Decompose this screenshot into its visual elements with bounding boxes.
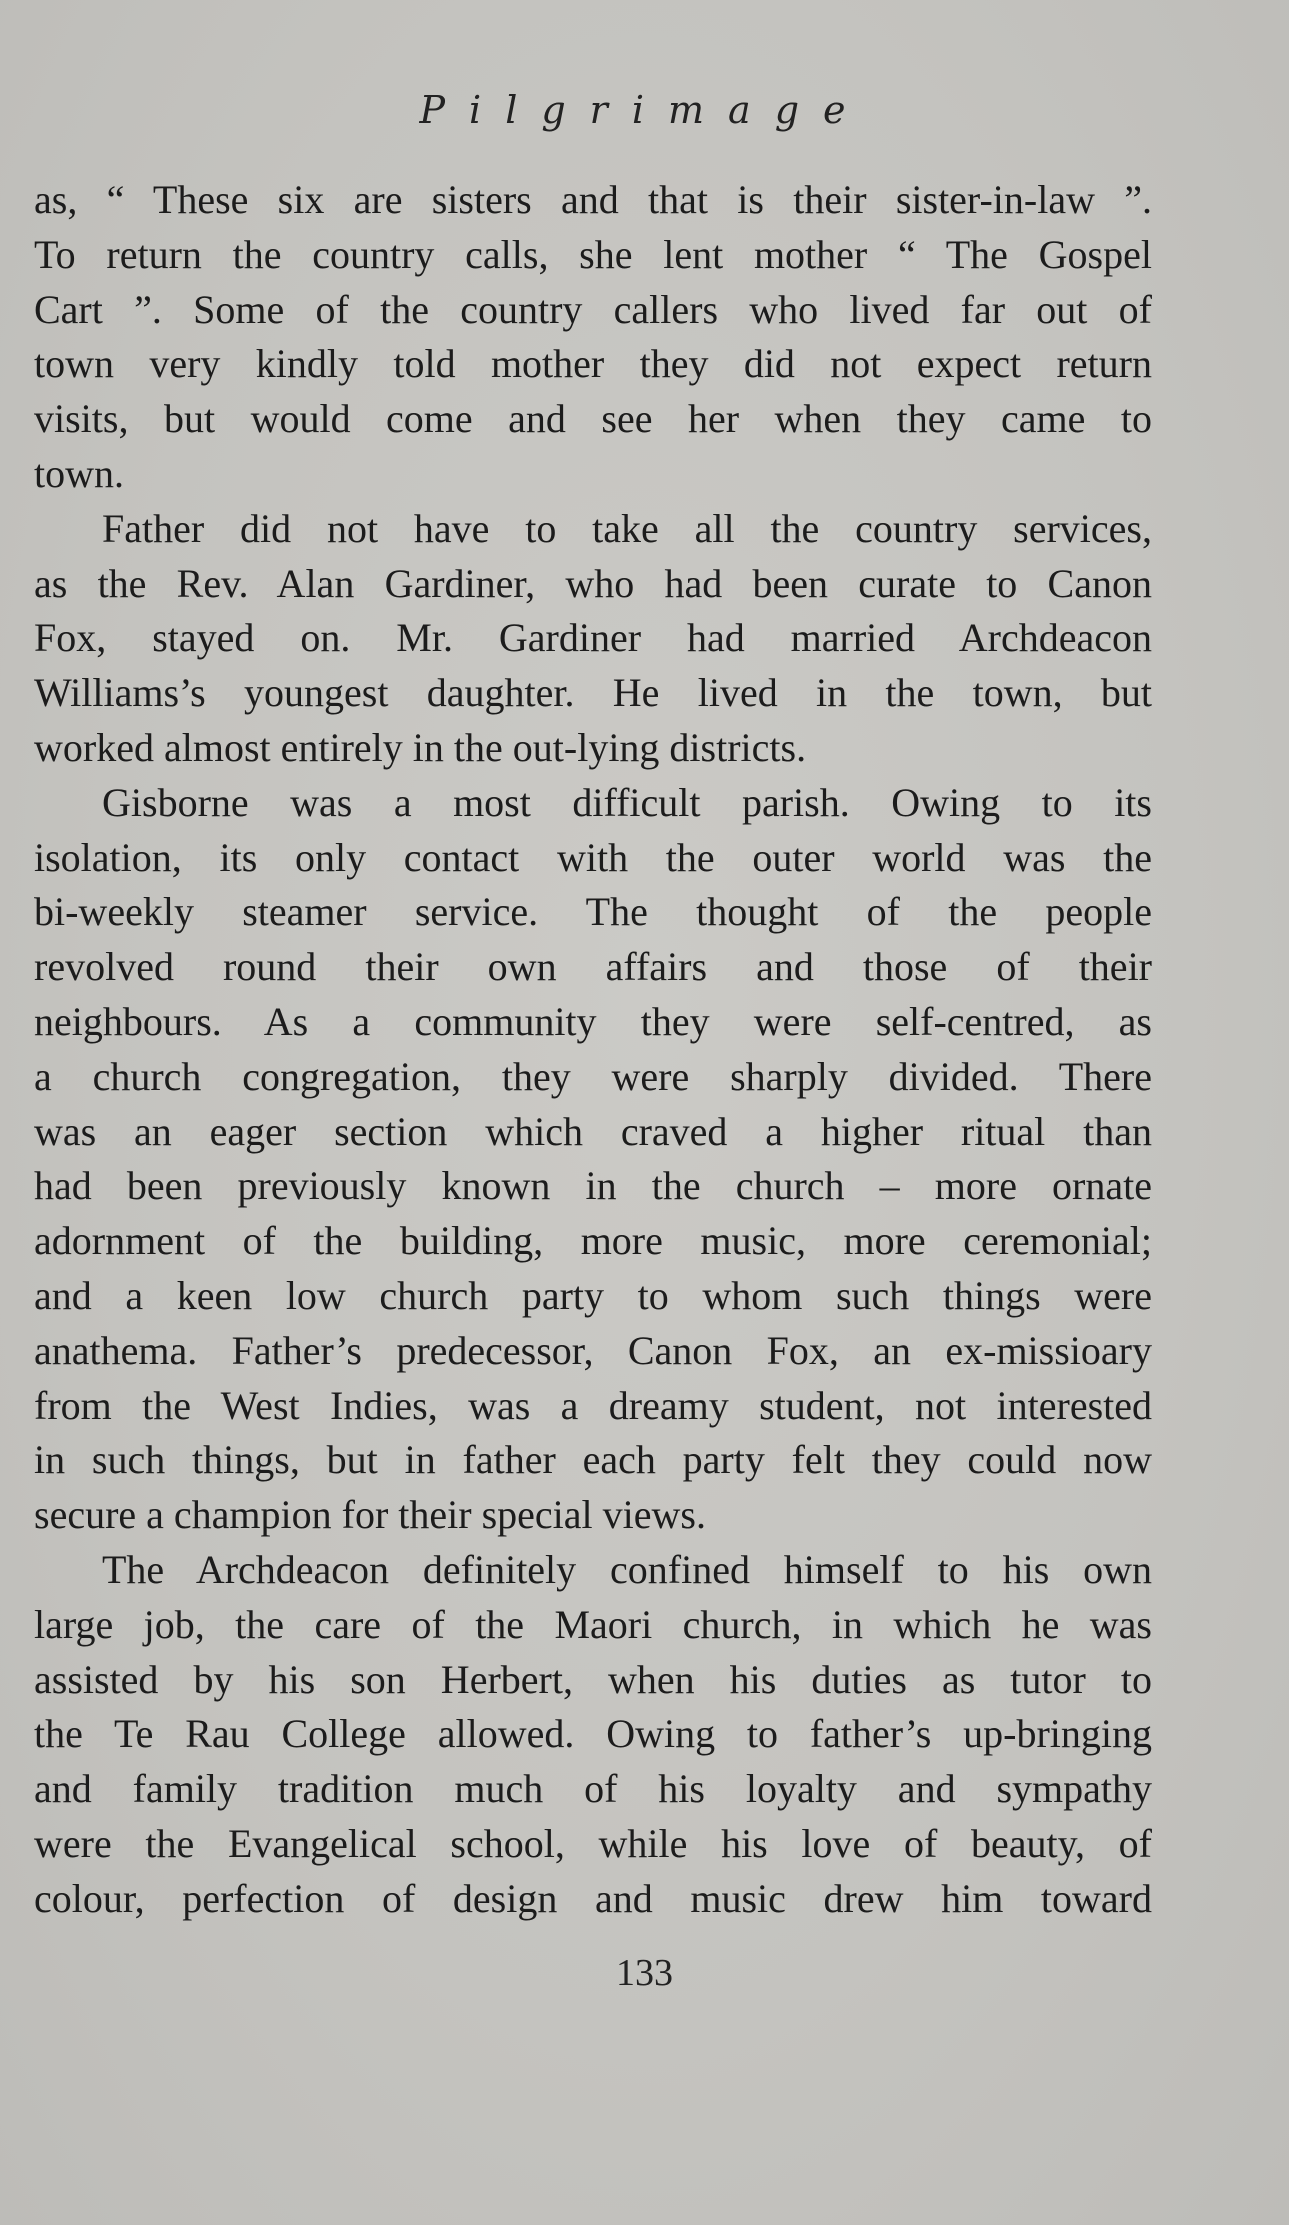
text-line: town.: [34, 450, 124, 496]
running-head: Pilgrimage: [419, 88, 870, 132]
text-line: Williams’s youngest daughter. He lived in the town, but: [34, 670, 1152, 716]
text-line: anathema. Father’s predecessor, Canon Fox, an ex-missioary: [34, 1327, 1152, 1373]
page-number: 133: [616, 1952, 673, 1994]
text-line: the Te Rau College allowed. Owing to father’s up-bringing: [34, 1711, 1152, 1757]
text-line: Cart ”. Some of the country callers who lived far out of: [34, 286, 1152, 332]
text-line: adornment of the building, more music, more ceremonial;: [34, 1218, 1152, 1264]
text-line: town very kindly told mother they did not expect return: [34, 341, 1152, 387]
text-line: from the West Indies, was a dreamy student, not interested: [34, 1382, 1152, 1428]
text-line: and a keen low church party to whom such things were: [34, 1272, 1152, 1318]
text-line: revolved round their own affairs and those of their: [34, 944, 1152, 990]
text-line: colour, perfection of design and music drew him toward: [34, 1875, 1152, 1921]
text-line: was an eager section which craved a higher ritual than: [34, 1108, 1152, 1154]
text-line: The Archdeacon definitely confined himself to his own: [102, 1546, 1152, 1592]
text-line: visits, but would come and see her when they came to: [34, 396, 1152, 442]
text-line: as the Rev. Alan Gardiner, who had been curate to Canon: [34, 560, 1152, 606]
text-line: a church congregation, they were sharply divided. There: [34, 1053, 1152, 1099]
text-line: and family tradition much of his loyalty and sympathy: [34, 1766, 1152, 1812]
text-line: worked almost entirely in the out-lying districts.: [34, 724, 807, 770]
text-line: Gisborne was a most difficult parish. Owing to its: [102, 779, 1152, 825]
text-line: large job, the care of the Maori church, in which he was: [34, 1601, 1152, 1647]
text-line: as, “ These six are sisters and that is their sister-in-law ”.: [34, 177, 1152, 222]
text-line: neighbours. As a community they were self-centred, as: [34, 998, 1152, 1044]
text-line: in such things, but in father each party felt they could now: [34, 1437, 1152, 1483]
text-line: isolation, its only contact with the outer world was the: [34, 834, 1152, 880]
text-line: Fox, stayed on. Mr. Gardiner had married Archdeacon: [34, 615, 1152, 661]
text-line: assisted by his son Herbert, when his duties as tutor to: [34, 1656, 1152, 1702]
text-line: bi-weekly steamer service. The thought of the people: [34, 889, 1152, 935]
text-line: were the Evangelical school, while his love of beauty, of: [34, 1820, 1152, 1866]
body-text: [34, 173, 1152, 1927]
text-line: secure a champion for their special views.: [34, 1492, 706, 1538]
text-line: Father did not have to take all the country services,: [102, 505, 1152, 551]
text-line: had been previously known in the church – more ornate: [34, 1163, 1152, 1209]
text-line: To return the country calls, she lent mother “ The Gospel: [34, 231, 1152, 277]
